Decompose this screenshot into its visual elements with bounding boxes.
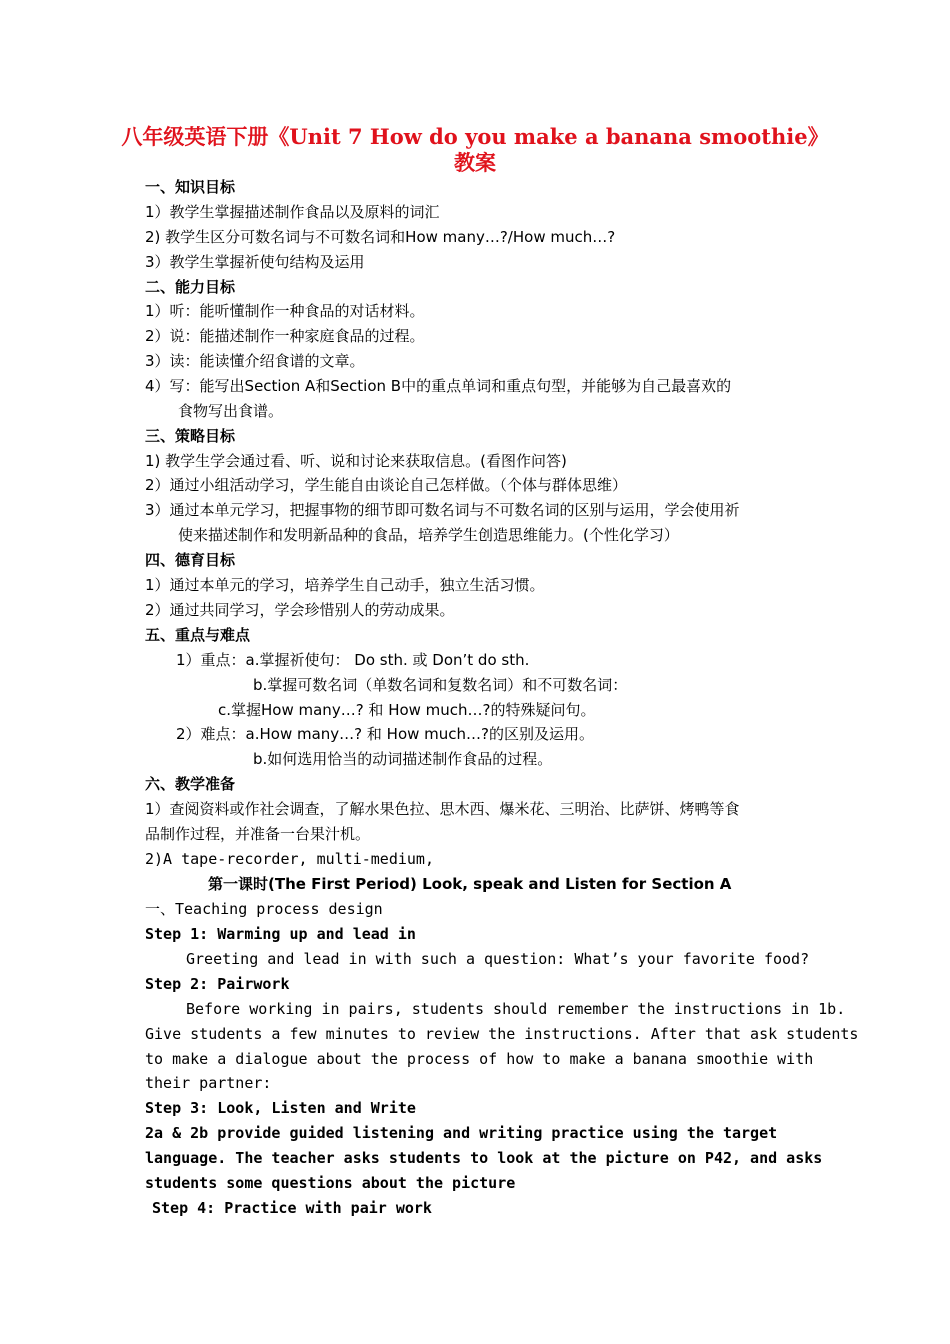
section-heading-moral: 四、德育目标 xyxy=(145,551,236,569)
paragraph-line: to make a dialogue about the process of how to make a banana smoothie with xyxy=(145,1050,814,1068)
list-item: b.掌握可数名词（单数名词和复数名词）和不可数名词： xyxy=(253,676,628,694)
list-item-continuation: 使来描述制作和发明新品种的食品，培养学生创造思维能力。(个性化学习） xyxy=(178,526,679,544)
step-heading: Step 2: Pairwork xyxy=(145,975,290,993)
list-item: 2)A tape-recorder, multi-medium, xyxy=(145,850,434,868)
list-item-continuation: 食物写出食谱。 xyxy=(178,402,284,420)
list-item: 1）教学生掌握描述制作食品以及原料的词汇 xyxy=(145,203,440,221)
list-item: 1）通过本单元的学习，培养学生自己动手，独立生活习惯。 xyxy=(145,576,545,594)
list-item: 4）写：能写出Section A和Section B中的重点单词和重点句型，并能够为自己最喜欢的 xyxy=(145,377,732,395)
list-item: 2) 教学生区分可数名词与不可数名词和How many…?/How much…? xyxy=(145,228,616,246)
paragraph-line: Before working in pairs, students should remember the instructions in 1b. xyxy=(186,1000,846,1018)
section-heading-key-points: 五、重点与难点 xyxy=(145,626,251,644)
section-heading-ability: 二、能力目标 xyxy=(145,278,236,296)
section-heading-preparation: 六、教学准备 xyxy=(145,775,236,793)
period-title: 第一课时(The First Period) Look, speak and Listen for Section A xyxy=(208,875,732,893)
list-item: b.如何选用恰当的动词描述制作食品的过程。 xyxy=(253,750,553,768)
list-item: 1）查阅资料或作社会调查，了解水果色拉、思木西、爆米花、三明治、比萨饼、烤鸭等食 xyxy=(145,800,740,818)
list-item: 3）教学生掌握祈使句结构及运用 xyxy=(145,253,365,271)
list-item: 2）说：能描述制作一种家庭食品的过程。 xyxy=(145,327,425,345)
teaching-process-heading: 一、Teaching process design xyxy=(145,900,383,918)
list-item: 2）难点：a.How many…? 和 How much…?的区别及运用。 xyxy=(176,725,595,743)
doc-title-line-1: 八年级英语下册《Unit 7 How do you make a banana smoothie》 xyxy=(121,124,829,149)
list-item: 3）读：能读懂介绍食谱的文章。 xyxy=(145,352,365,370)
step-heading: Step 3: Look, Listen and Write xyxy=(145,1099,416,1117)
doc-title-line-2: 教案 xyxy=(454,150,496,175)
paragraph-line: students some questions about the picture xyxy=(145,1174,516,1192)
step-heading: Step 1: Warming up and lead in xyxy=(145,925,416,943)
section-heading-knowledge: 一、知识目标 xyxy=(145,178,236,196)
section-heading-strategy: 三、策略目标 xyxy=(145,427,236,445)
paragraph-line: Greeting and lead in with such a question: What’s your favorite food? xyxy=(186,950,810,968)
paragraph-line: Give students a few minutes to review the instructions. After that ask students xyxy=(145,1025,859,1043)
list-item: 2）通过共同学习，学会珍惜别人的劳动成果。 xyxy=(145,601,455,619)
list-item: 3）通过本单元学习，把握事物的细节即可数名词与不可数名词的区别与运用，学会使用祈 xyxy=(145,501,740,519)
list-item: 1）重点：a.掌握祈使句： Do sth. 或 Don’t do sth. xyxy=(176,651,530,669)
list-item: c.掌握How many…? 和 How much…?的特殊疑问句。 xyxy=(218,701,596,719)
list-item: 1）听：能听懂制作一种食品的对话材料。 xyxy=(145,302,425,320)
list-item: 2）通过小组活动学习，学生能自由谈论自己怎样做。（个体与群体思维） xyxy=(145,476,628,494)
paragraph-line: their partner: xyxy=(145,1074,272,1092)
paragraph-line: 2a & 2b provide guided listening and writing practice using the target xyxy=(145,1124,778,1142)
list-item: 1) 教学生学会通过看、听、说和讨论来获取信息。(看图作问答) xyxy=(145,452,567,470)
paragraph-line: language. The teacher asks students to look at the picture on P42, and asks xyxy=(145,1149,823,1167)
step-heading: Step 4: Practice with pair work xyxy=(152,1199,432,1217)
list-item-continuation: 品制作过程，并准备一台果汁机。 xyxy=(145,825,371,843)
